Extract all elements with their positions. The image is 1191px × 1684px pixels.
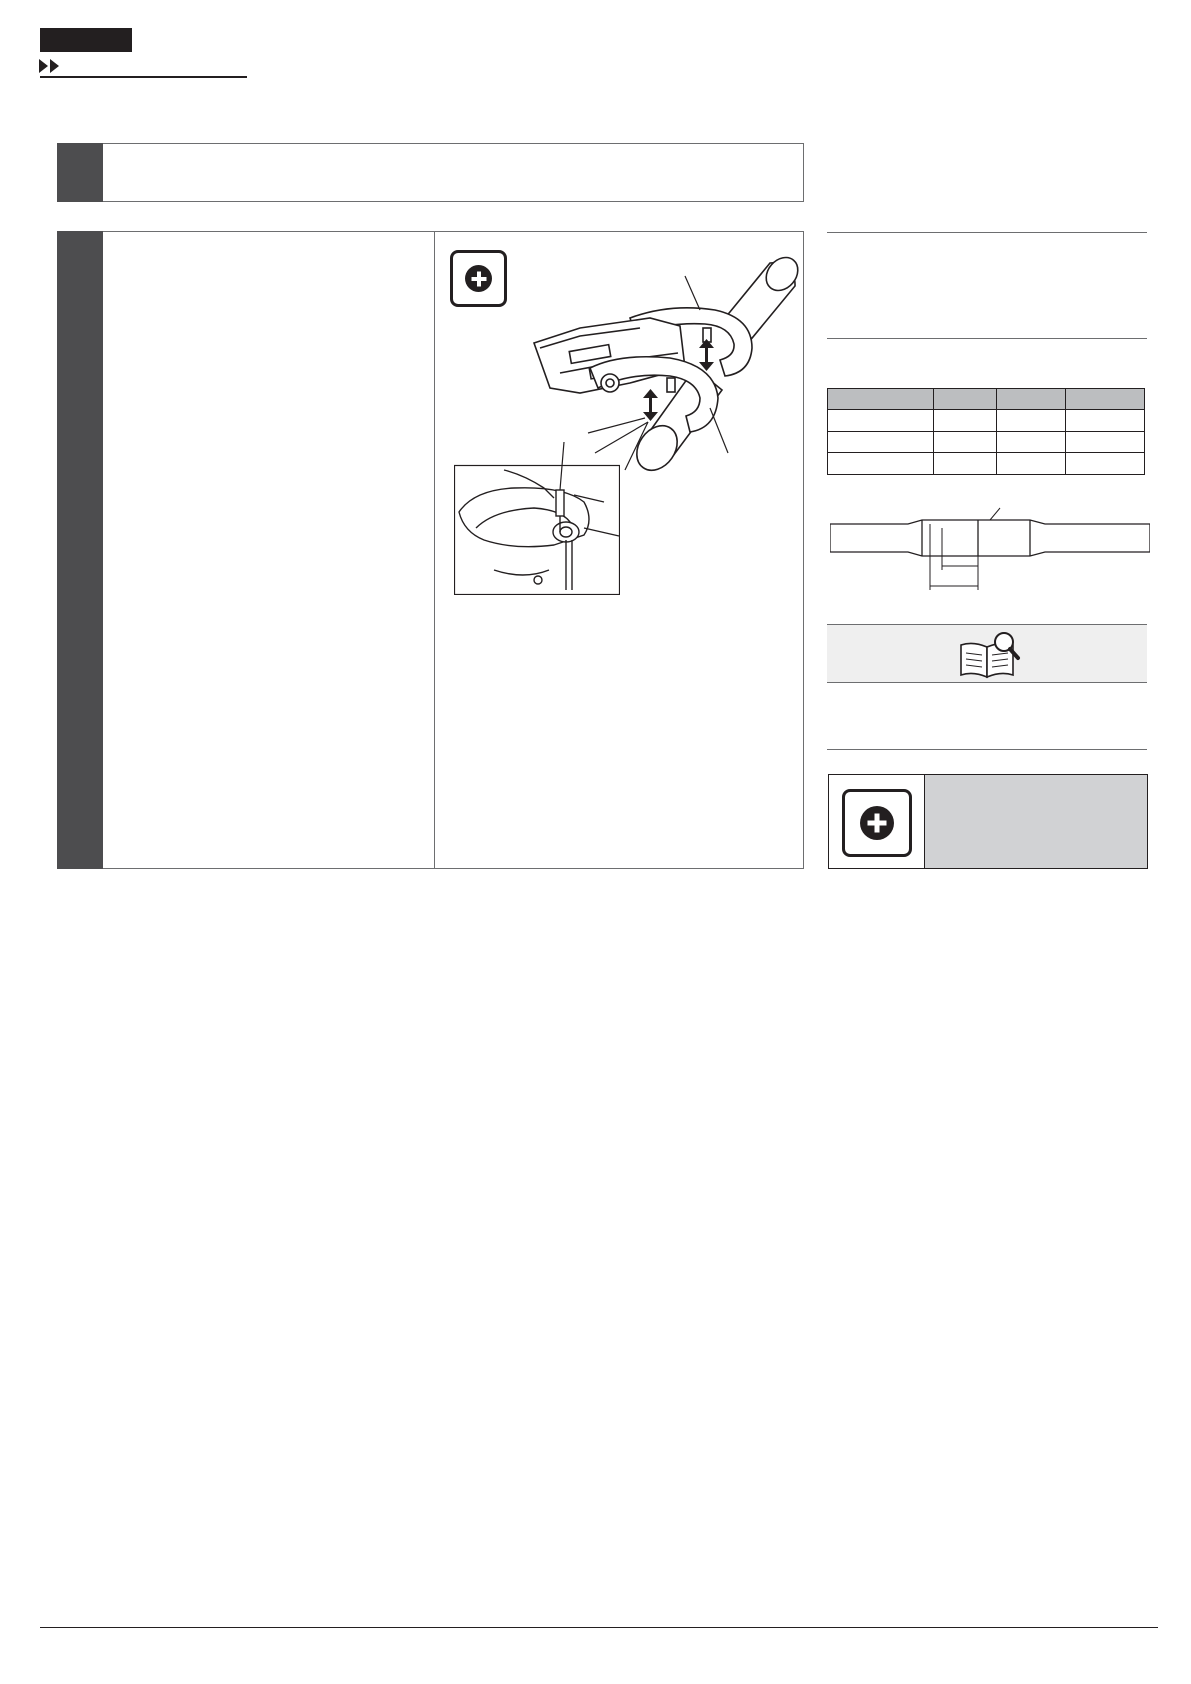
note-divider	[924, 775, 925, 868]
double-arrow-right-icon[interactable]	[38, 58, 62, 74]
table-row	[828, 453, 1145, 475]
section-tab	[40, 28, 132, 52]
table-header-row	[828, 389, 1145, 410]
reference-bar	[827, 625, 1147, 682]
spec-table	[827, 388, 1145, 475]
section-rule	[827, 682, 1147, 683]
section-rule	[827, 338, 1147, 339]
footer-rule	[40, 1627, 1158, 1628]
table-header-cell	[1066, 389, 1145, 410]
table-header-cell	[997, 389, 1066, 410]
procedure-title-marker	[57, 143, 103, 202]
step-number-strip	[57, 231, 103, 869]
section-rule	[827, 749, 1147, 750]
table-header-cell	[934, 389, 997, 410]
book-magnifier-icon[interactable]	[957, 631, 1025, 679]
procedure-title-box	[57, 143, 804, 202]
plus-circle-icon	[842, 789, 912, 857]
table-header-cell	[828, 389, 934, 410]
table-row	[828, 410, 1145, 432]
header-rule	[40, 76, 247, 78]
note-body	[925, 775, 1147, 868]
section-rule	[827, 232, 1147, 233]
detail-inset-illustration	[454, 440, 620, 595]
plus-circle-icon	[450, 250, 507, 307]
step-column-divider	[434, 231, 435, 869]
table-row	[828, 431, 1145, 453]
handlebar-diagram	[830, 500, 1150, 600]
